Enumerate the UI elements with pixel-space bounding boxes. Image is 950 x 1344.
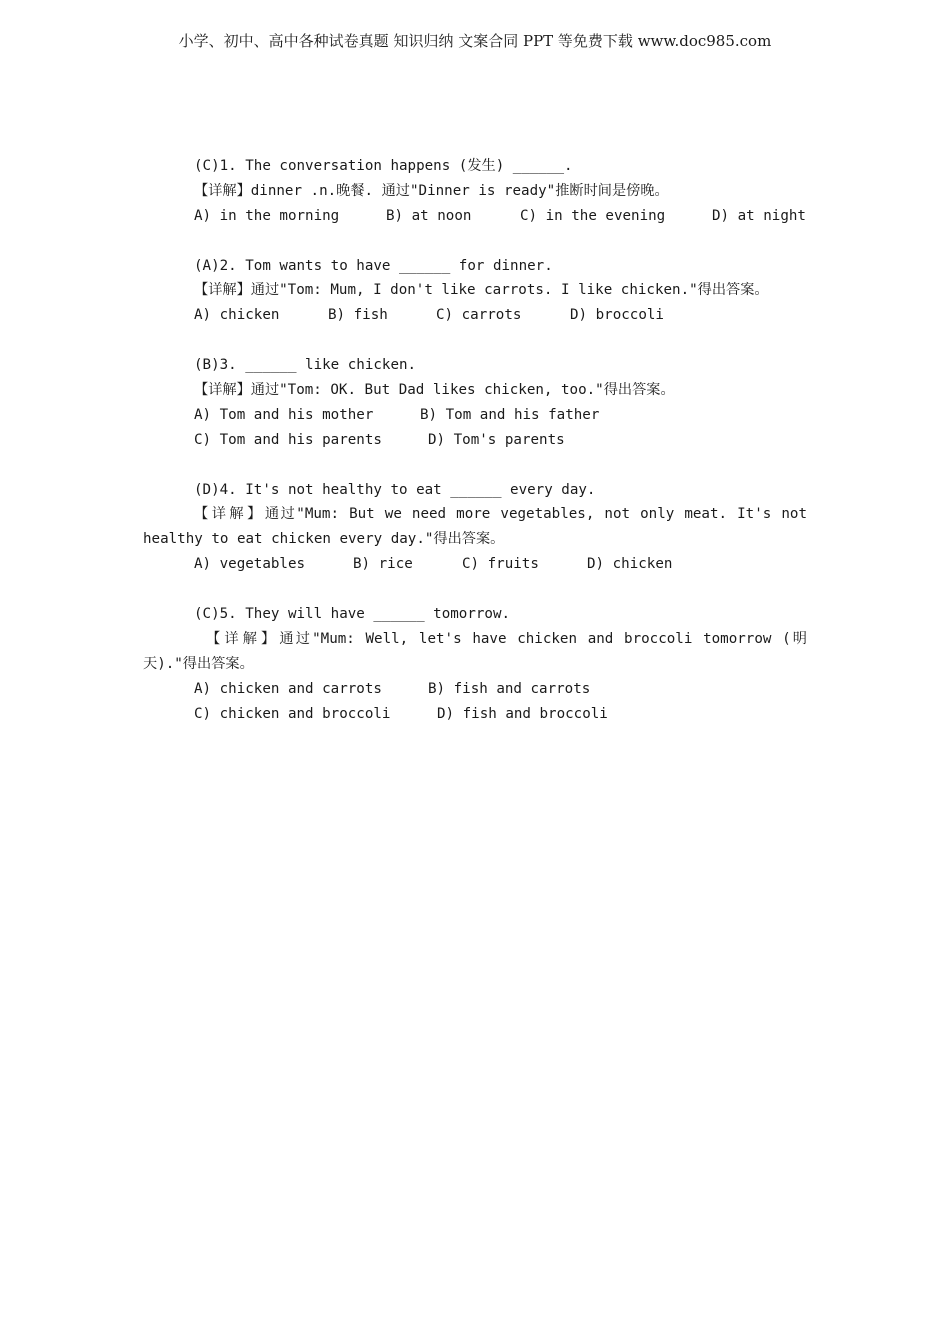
question-list [143,154,807,751]
option-d: D) Tom's parents [428,431,565,448]
question-explanation [143,627,807,677]
option-d: D) fish and broccoli [437,705,608,722]
question-stem: (B)3. ______ like chicken. [194,357,417,374]
option-d: D) at night [712,207,806,224]
explanation-body: 通过"Mum: But we need more vegetables, not only meat. It's not healthy to eat chicken every day."得出答案。 [143,506,807,548]
explanation-tag: 【详解】 [194,506,265,523]
option-b: B) fish and carrots [428,680,591,697]
question-explanation: 【详解】dinner .n.晚餐. 通过"Dinner is ready"推断时间是傍晚。 [194,182,669,199]
option-row [143,303,807,328]
question-4 [143,478,807,578]
option-d: D) broccoli [570,307,664,324]
option-b: B) fish [328,307,388,324]
option-row [143,403,807,428]
question-stem: (C)5. They will have ______ tomorrow. [194,606,511,623]
option-c: C) carrots [436,307,522,324]
option-d: D) chicken [587,556,673,573]
option-b: B) Tom and his father [420,406,600,423]
question-stem: (C)1. The conversation happens (发生) ______. [194,158,573,174]
option-row [143,702,807,727]
question-5 [143,602,807,726]
option-row [143,677,807,702]
option-row [143,204,807,229]
page-header: 小学、初中、高中各种试卷真题 知识归纳 文案合同 PPT 等免费下载 www.doc985.com [178,32,772,50]
question-1 [143,154,807,229]
option-b: B) rice [353,556,413,573]
option-a: A) Tom and his mother [194,406,374,423]
option-a: A) chicken and carrots [194,680,382,697]
option-c: C) Tom and his parents [194,431,382,448]
question-3 [143,353,807,453]
option-b: B) at noon [386,207,472,224]
question-explanation: 【详解】通过"Tom: Mum, I don't like carrots. I like chicken."得出答案。 [194,282,769,299]
question-stem: (D)4. It's not healthy to eat ______ every day. [194,481,596,498]
option-row [143,552,807,577]
explanation-body: 通过"Mum: Well, let's have chicken and broccoli tomorrow (明天)."得出答案。 [143,630,807,672]
question-explanation: 【详解】通过"Tom: OK. But Dad likes chicken, too."得出答案。 [194,382,675,399]
option-c: C) in the evening [520,207,666,224]
question-explanation [143,502,807,552]
option-c: C) chicken and broccoli [194,705,391,722]
question-2 [143,254,807,329]
explanation-tag: 【详解】 [206,630,280,647]
option-a: A) chicken [194,307,280,324]
option-a: A) in the morning [194,207,340,224]
option-a: A) vegetables [194,556,306,573]
question-stem: (A)2. Tom wants to have ______ for dinner. [194,257,553,274]
option-c: C) fruits [462,556,539,573]
option-row [143,428,807,453]
